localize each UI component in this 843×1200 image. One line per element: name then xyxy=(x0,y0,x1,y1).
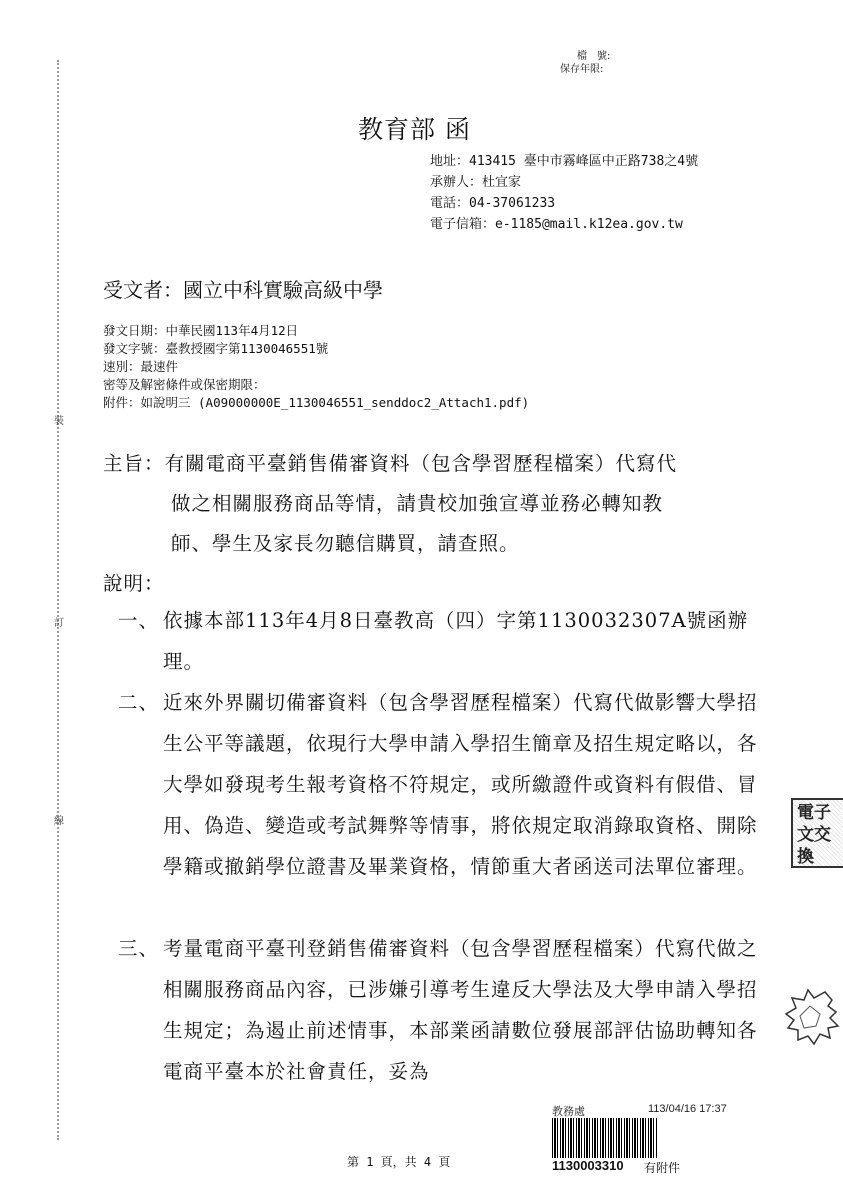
subject-line-2: 做之相關服務商品等情，請貴校加強宣導並務必轉知教 xyxy=(171,492,664,515)
sender-email: 電子信箱：e-1185@mail.k12ea.gov.tw xyxy=(430,217,683,232)
retention-label: 保存年限: xyxy=(560,64,604,75)
attachment-info: 附件：如說明三 (A09000000E_1130046551_senddoc2_Attach1.pdf) xyxy=(103,395,530,410)
file-meta xyxy=(560,50,610,76)
item-number: 一、 xyxy=(118,609,160,632)
recipient: 受文者：國立中科實驗高級中學 xyxy=(103,278,383,302)
item-text: 考量電商平臺刊登銷售備審資料（包含學習歷程檔案）代寫代做之相關服務商品內容，已涉嫌引導考生違反大學法及大學申請入學招生規定；為遏止前述情事，本部業函請數位發展部評估協助轉知各電商平臺本於社會責任，妥為 xyxy=(163,937,758,1083)
barcode-number: 1130003310 xyxy=(552,1158,624,1173)
document-meta xyxy=(103,322,529,412)
margin-mark-bind: 裝 xyxy=(54,416,64,427)
secrecy-level: 密等及解密條件或保密期限： xyxy=(103,377,266,392)
item-number: 三、 xyxy=(118,937,160,960)
sender-phone: 電話：04-37061233 xyxy=(430,196,556,211)
item-text: 依據本部113年4月8日臺教高（四）字第1130032307A號函辦理。 xyxy=(163,609,749,673)
explanation-item-1 xyxy=(118,600,758,682)
margin-mark-line: 線 xyxy=(54,816,64,827)
subject-label: 主旨： xyxy=(103,452,165,475)
explanation-item-2 xyxy=(118,682,758,887)
sender-info xyxy=(430,151,775,235)
file-no-label: 檔 號: xyxy=(577,51,611,62)
sender-contact: 承辦人：杜宜家 xyxy=(430,175,522,190)
issue-date: 發文日期：中華民國113年4月12日 xyxy=(103,323,299,338)
seal-icon xyxy=(780,988,840,1048)
item-number: 二、 xyxy=(118,691,160,714)
speed-class: 速別：最速件 xyxy=(103,359,179,374)
barcode-icon xyxy=(552,1118,658,1158)
attachment-flag: 有附件 xyxy=(644,1161,681,1175)
processing-unit: 教務處 xyxy=(552,1106,585,1118)
document-title: 教育部 函 xyxy=(358,115,471,144)
explanation-item-3 xyxy=(118,928,758,1092)
subject-line-3: 師、學生及家長勿聽信購買，請查照。 xyxy=(171,532,520,555)
page-number: 第 1 頁，共 4 頁 xyxy=(347,1155,451,1169)
binding-margin-line xyxy=(57,60,59,1140)
margin-mark-fold: 訂 xyxy=(54,618,64,629)
subject-section xyxy=(103,444,753,564)
processing-timestamp: 113/04/16 17:37 xyxy=(648,1103,727,1115)
explanation-label: 說明： xyxy=(103,572,165,595)
item-text: 近來外界關切備審資料（包含學習歷程檔案）代寫代做影響大學招生公平等議題，依現行大學申請入學招生簡章及招生規定略以，各大學如發現考生報考資格不符規定，或所繳證件或資料有假借、冒用、偽造、變造或考試舞弊等情事，將依規定取消錄取資格、開除學籍或撤銷學位證書及畢業資格，情節重大者函送司法單位審理。 xyxy=(163,691,758,878)
sender-address: 地址：413415 臺中市霧峰區中正路738之4號 xyxy=(430,154,699,169)
exchange-stamp: 電子文交換 xyxy=(791,798,843,868)
document-number: 發文字號：臺教授國字第1130046551號 xyxy=(103,341,329,356)
subject-line-1: 有關電商平臺銷售備審資料（包含學習歷程檔案）代寫代 xyxy=(164,452,678,475)
